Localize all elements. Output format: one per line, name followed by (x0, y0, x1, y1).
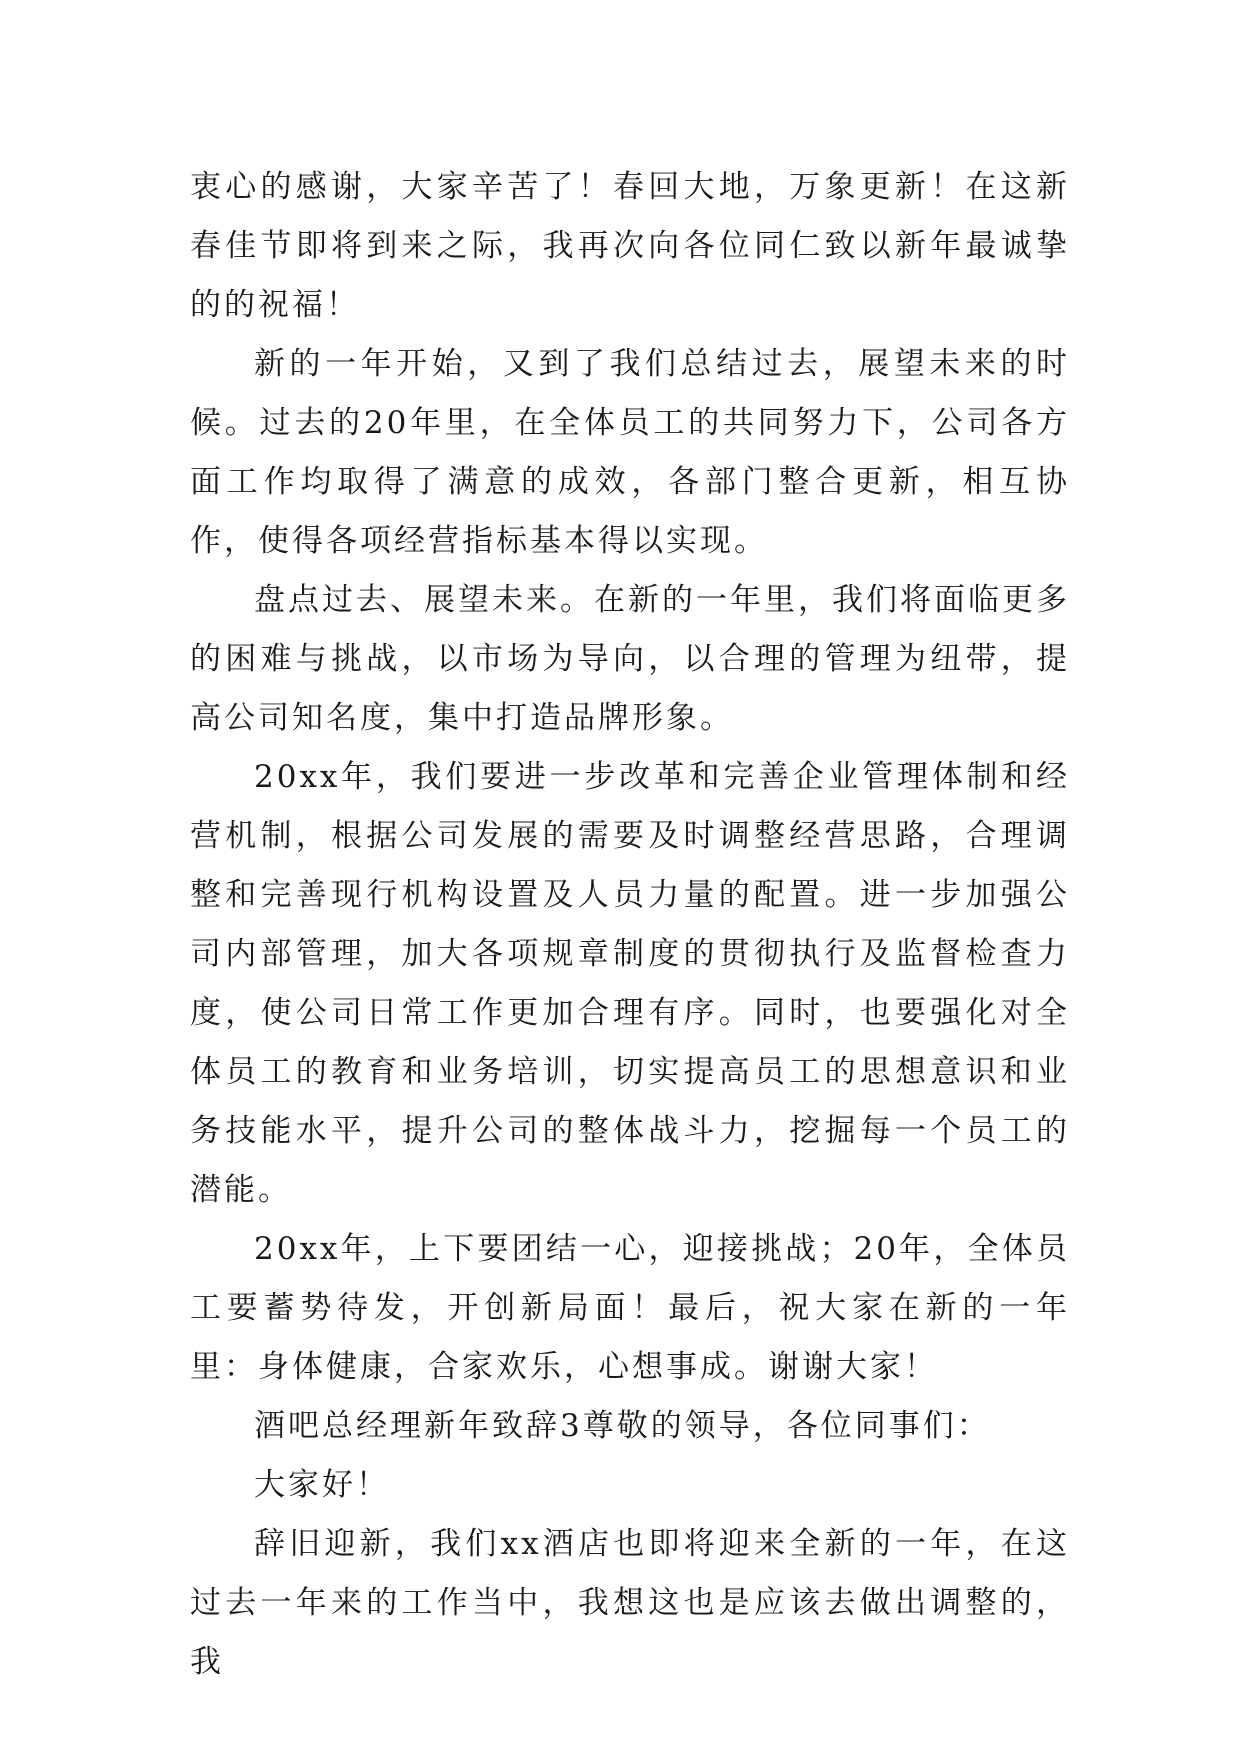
document-body (190, 158, 1070, 1692)
paragraph-8: 辞旧迎新，我们xx酒店也即将迎来全新的一年，在这过去一年来的工作当中，我想这也是应该去做出调整的，我 (190, 1526, 1070, 1680)
paragraph-4: 20xx年，我们要进一步改革和完善企业管理体制和经营机制，根据公司发展的需要及时调整经营思路，合理调整和完善现行机构设置及人员力量的配置。进一步加强公司内部管理，加大各项规章制度的贯彻执行及监督检查力度，使公司日常工作更加合理有序。同时，也要强化对全体员工的教育和业务培训，切实提高员工的思想意识和业务技能水平，提升公司的整体战斗力，挖掘每一个员工的潜能。 (190, 759, 1070, 1208)
paragraph-5: 20xx年，上下要团结一心，迎接挑战；20年，全体员工要蓄势待发，开创新局面！最后，祝大家在新的一年里：身体健康，合家欢乐，心想事成。谢谢大家！ (190, 1231, 1070, 1385)
paragraph-3: 盘点过去、展望未来。在新的一年里，我们将面临更多的困难与挑战，以市场为导向，以合理的管理为纽带，提高公司知名度，集中打造品牌形象。 (190, 582, 1070, 736)
paragraph-6: 酒吧总经理新年致辞3尊敬的领导，各位同事们： (254, 1408, 991, 1444)
paragraph-7: 大家好！ (254, 1467, 390, 1503)
paragraph-2: 新的一年开始，又到了我们总结过去，展望未来的时候。过去的20年里，在全体员工的共同努力下，公司各方面工作均取得了满意的成效，各部门整合更新，相互协作，使得各项经营指标基本得以实现。 (190, 346, 1070, 559)
paragraph-1: 衷心的感谢，大家辛苦了！春回大地，万象更新！在这新春佳节即将到来之际，我再次向各位同仁致以新年最诚挚的的祝福！ (190, 169, 1070, 323)
